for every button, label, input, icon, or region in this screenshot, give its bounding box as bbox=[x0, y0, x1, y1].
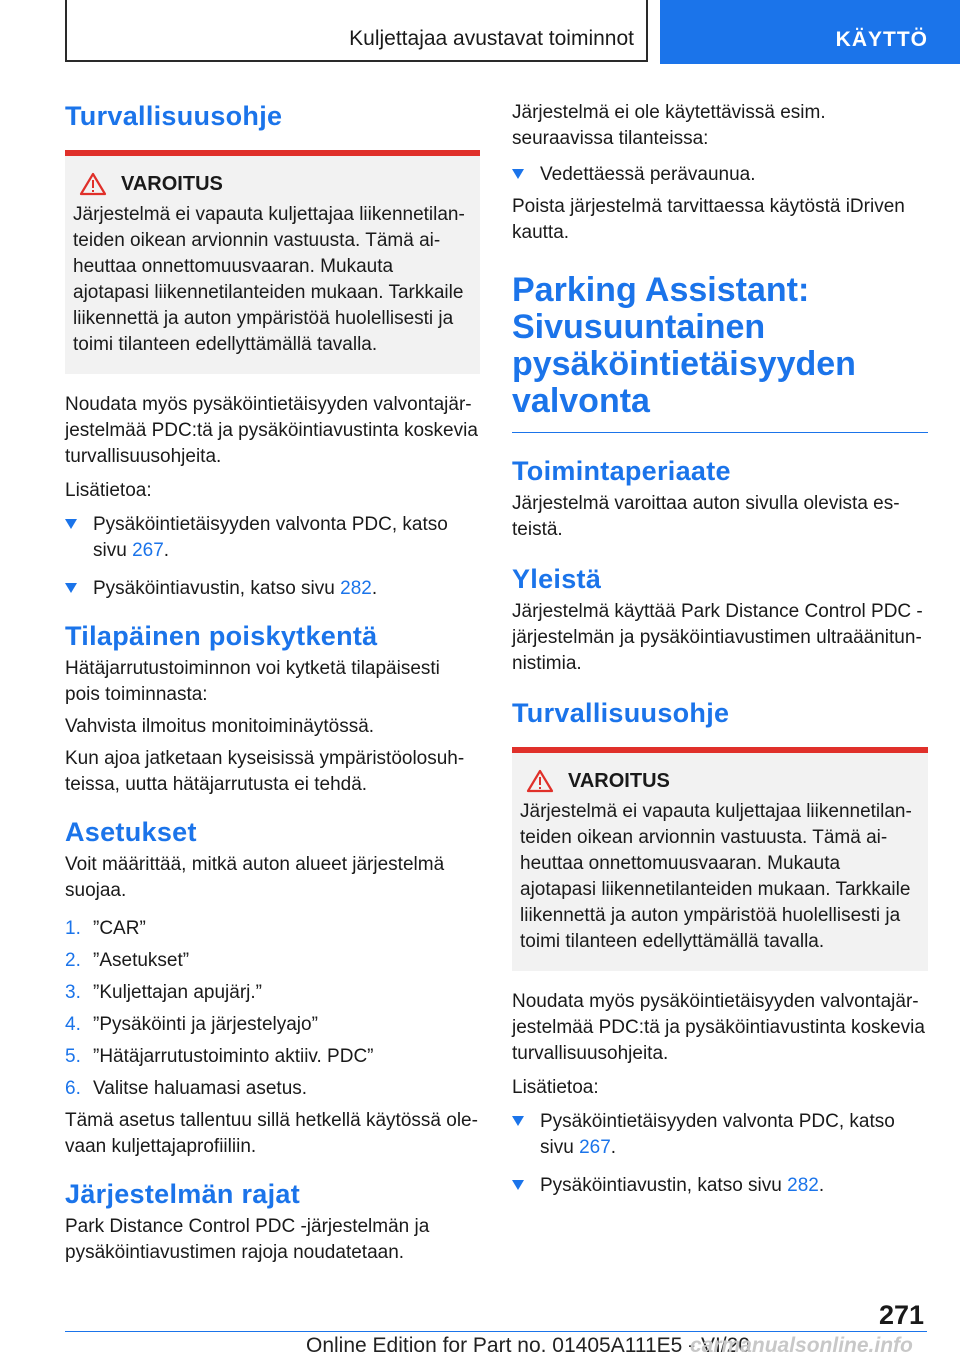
page-link[interactable]: 282 bbox=[340, 578, 372, 599]
left-column bbox=[65, 100, 480, 1266]
bullet-triangle-icon bbox=[512, 1180, 524, 1190]
section-title: Kuljettajaa avustavat toiminnot bbox=[349, 27, 634, 50]
settings-paragraph: Voit määrittää, mitkä auton alueet järjestelmä suojaa. bbox=[65, 854, 445, 901]
bullet-triangle-icon bbox=[65, 583, 77, 593]
header-chapter-tab[interactable] bbox=[660, 0, 960, 64]
list-item: Pysäköintiavustin, katso sivu 282. bbox=[512, 1173, 928, 1199]
heading-settings: Asetukset bbox=[65, 817, 197, 847]
warning-text: Järjestelmä ei vapauta kuljettajaa liikennetilanteiden oikean arvionnin vastuusta. Tämä aiheuttaa onnettomuusvaaran. Mukauta ajotapasi liikennetilanteiden mukaan. Tarkkaile liikennettä ja auton ympäristöä huolellisesti ja toimi tilanteen edellyttämällä tavalla. bbox=[73, 204, 465, 355]
more-info-label: Lisätietoa: bbox=[65, 480, 152, 501]
warning-title-row bbox=[526, 769, 920, 793]
warning-triangle-icon bbox=[79, 172, 107, 196]
main-heading: Parking Assistant: Sivusuuntainen pysäköintietäisyyden valvonta bbox=[512, 271, 856, 420]
chapter-title: KÄYTTÖ bbox=[835, 28, 928, 51]
warning-title-row bbox=[79, 172, 472, 196]
warning-triangle-icon bbox=[526, 769, 554, 793]
warning-title: VAROITUS bbox=[121, 172, 223, 195]
heading-general: Yleistä bbox=[512, 564, 602, 594]
page-link[interactable]: 267 bbox=[132, 540, 164, 561]
warning-box bbox=[65, 150, 480, 374]
list-item: Pysäköintiavustin, katso sivu 282. bbox=[65, 576, 480, 602]
temp-paragraph-2: Vahvista ilmoitus monitoiminäytössä. bbox=[65, 716, 375, 737]
step-item: 4. ”Pysäköinti ja järjestelyajo” bbox=[65, 1014, 318, 1035]
temp-paragraph-3: Kun ajoa jatketaan kyseisissä ympäristöolosuhteissa, uutta hätäjarrutusta ei tehdä. bbox=[65, 748, 465, 795]
page-number: 271 bbox=[878, 1300, 924, 1330]
list-item: Pysäköintietäisyyden valvonta PDC, katso sivu 267. bbox=[65, 512, 480, 564]
heading-safety-right: Turvallisuusohje bbox=[512, 698, 730, 728]
header-section-box bbox=[65, 0, 648, 62]
bullet-triangle-icon bbox=[65, 519, 77, 529]
step-item: 3. ”Kuljettajan apujärj.” bbox=[65, 982, 262, 1003]
edition-text: Online Edition for Part no. 01405A111E5 - VI/20 bbox=[306, 1334, 751, 1357]
unavailable-paragraph: Järjestelmä ei ole käytettävissä esim. seuraavissa tilanteissa: bbox=[512, 102, 826, 149]
warning-box bbox=[512, 747, 928, 971]
temp-paragraph-1: Hätäjarrutustoiminnon voi kytketä tilapäisesti pois toiminnasta: bbox=[65, 658, 440, 705]
bullet-triangle-icon bbox=[512, 1116, 524, 1126]
page-link[interactable]: 267 bbox=[579, 1137, 611, 1158]
principle-paragraph: Järjestelmä varoittaa auton sivulla olevista esteistä. bbox=[512, 493, 900, 540]
more-info-list bbox=[512, 1109, 928, 1199]
watermark: carmanualsonline.info bbox=[690, 1334, 913, 1357]
step-item: 2. ”Asetukset” bbox=[65, 950, 190, 971]
footer-divider bbox=[65, 1331, 927, 1332]
list-item: Vedettäessä perävaunua. bbox=[512, 162, 928, 188]
unavailable-list bbox=[512, 162, 928, 188]
step-item: 6. Valitse haluamasi asetus. bbox=[65, 1078, 308, 1099]
heading-temporary-disable: Tilapäinen poiskytkentä bbox=[65, 621, 378, 651]
limits-paragraph: Park Distance Control PDC -järjestelmän ja pysäköintiavustimen rajoja noudatetaan. bbox=[65, 1216, 430, 1263]
heading-safety: Turvallisuusohje bbox=[65, 101, 283, 131]
page-link[interactable]: 282 bbox=[787, 1175, 819, 1196]
heading-limits: Järjestelmän rajat bbox=[65, 1179, 301, 1209]
saved-paragraph: Tämä asetus tallentuu sillä hetkellä käytössä olevaan kuljettajaprofiiliin. bbox=[65, 1110, 478, 1157]
step-item: 1. ”CAR” bbox=[65, 918, 146, 939]
list-item: Pysäköintietäisyyden valvonta PDC, katso sivu 267. bbox=[512, 1109, 928, 1161]
warning-text: Järjestelmä ei vapauta kuljettajaa liikennetilanteiden oikean arvionnin vastuusta. Tämä aiheuttaa onnettomuusvaaran. Mukauta ajotapasi liikennetilanteiden mukaan. Tarkkaile liikennettä ja auton ympäristöä huolellisesti ja toimi tilanteen edellyttämällä tavalla. bbox=[520, 801, 912, 952]
note-paragraph: Noudata myös pysäköintietäisyyden valvontajärjestelmää PDC:tä ja pysäköintiavustinta koskevia turvallisuusohjeita. bbox=[512, 991, 925, 1064]
right-column bbox=[512, 100, 928, 1199]
disable-paragraph: Poista järjestelmä tarvittaessa käytöstä iDriven kautta. bbox=[512, 196, 905, 243]
step-item: 5. ”Hätäjarrutustoiminto aktiiv. PDC” bbox=[65, 1046, 374, 1067]
settings-steps bbox=[65, 916, 480, 1102]
heading-principle: Toimintaperiaate bbox=[512, 456, 731, 486]
general-paragraph: Järjestelmä käyttää Park Distance Control PDC -järjestelmän ja pysäköintiavustimen ultraäänitunnistimia. bbox=[512, 601, 923, 674]
bullet-triangle-icon bbox=[512, 169, 524, 179]
warning-title: VAROITUS bbox=[568, 769, 670, 792]
more-info-list bbox=[65, 512, 480, 602]
more-info-label: Lisätietoa: bbox=[512, 1077, 599, 1098]
note-paragraph: Noudata myös pysäköintietäisyyden valvontajärjestelmää PDC:tä ja pysäköintiavustinta koskevia turvallisuusohjeita. bbox=[65, 394, 478, 467]
